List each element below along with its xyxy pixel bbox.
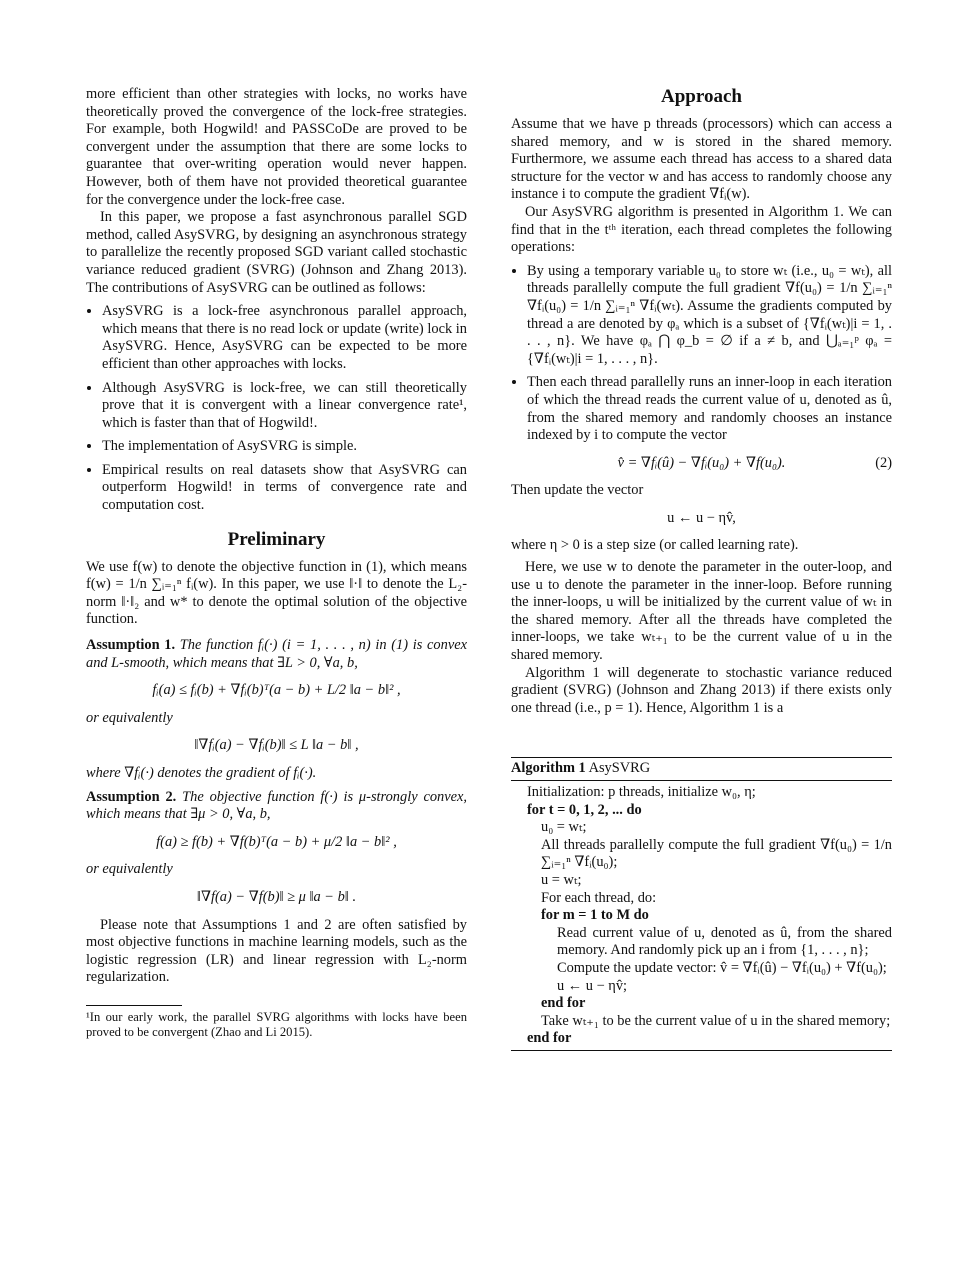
intro-paragraph: more efficient than other strategies with locks, no works have theoretically proved the convergence of the lock-free strategies. For example, both Hogwild! and PASSCoDe are proved to be convergent under the assumption that there are some locks to guarantee that over-writing operation would never happen. However, both of them have not provided theoretical guarantee for the convergence under the lock-free case. xyxy=(86,86,467,208)
or-equivalently-2: or equivalently xyxy=(86,861,173,878)
paper-paragraph: In this paper, we propose a fast asynchronous parallel SGD method, called AsySVRG, by designing an asynchronous strategy to parallelize the recently proposed SGD variant called stochastic variance reduced gradient (SVRG) (Johnson and Zhang 2013). The contributions of AsySVRG can be outlined as follows: xyxy=(86,209,467,296)
footnote-rule xyxy=(86,1005,182,1006)
where-eta-text: where η > 0 is a step size (or called learning rate). xyxy=(511,537,799,554)
algorithm-line: All threads parallelly compute the full gradient ∇f(u₀) = 1/n ∑ᵢ₌₁ⁿ ∇fᵢ(u₀); xyxy=(541,836,892,871)
equation-smooth-alt: ‖∇fᵢ(a) − ∇fᵢ(b)‖ ≤ L ‖a − b‖ , xyxy=(194,737,359,754)
assumption-1 xyxy=(86,637,467,672)
algorithm-line: u = wₜ; xyxy=(541,871,582,888)
left-column xyxy=(86,86,467,1040)
equation-strong-convex-alt: ‖∇f(a) − ∇f(b)‖ ≥ μ ‖a − b‖ . xyxy=(196,888,357,905)
preliminary-paragraph: We use f(w) to denote the objective function in (1), which means f(w) = 1/n ∑ᵢ₌₁ⁿ fᵢ(w). In this paper, we use ‖·‖ to denote the L₂-norm ‖·‖₂ and w* to denote the optimal solution of the objective function. xyxy=(86,558,467,628)
degenerate-paragraph: Algorithm 1 will degenerate to stochastic variance reduced gradient (SVRG) (Johnson and Zhang 2013) if there exists only one thread (i.e., p = 1). Hence, Algorithm 1 is a xyxy=(511,664,892,716)
approach-heading: Approach xyxy=(661,86,742,107)
update-text: Then update the vector xyxy=(511,482,644,499)
where-gradient-text: where ∇fᵢ(·) denotes the gradient of fᵢ(·). xyxy=(86,765,317,781)
footnote-text: ¹In our early work, the parallel SVRG algorithms with locks have been proved to be convergent (Zhao and Li 2015). xyxy=(86,1009,467,1039)
approach-paragraph: Assume that we have p threads (processors) which can access a shared memory, and w is stored in the shared memory. Furthermore, we assume each thread has access to a shared data structure for the vector w and has access to randomly choose any instance i to compute the gradient ∇fᵢ(w). xyxy=(511,116,892,203)
list-item: • By using a temporary variable u₀ to store wₜ (i.e., u₀ = wₜ), all threads parallelly compute the full gradient ∇f(u₀) = 1/n ∑ᵢ₌₁ⁿ ∇fᵢ(u₀) = 1/n ∑ᵢ₌₁ⁿ ∇fᵢ(wₜ). Assume the gradients computed by thread a are denoted by φₐ which is a subset of {∇fᵢ(wₜ)|i = 1, . . . , n}. We have φₐ ⋂ φ_b = ∅ if a ≠ b, and ⋃ₐ₌₁ᵖ φₐ = {∇fᵢ(wₜ)|i = 1, . . . , n}. xyxy=(527,263,892,369)
operations-list xyxy=(511,263,892,445)
equation-strong-convex: f(a) ≥ f(b) + ∇f(b)ᵀ(a − b) + μ/2 ‖a − b‖² , xyxy=(156,833,397,850)
algorithm-number: Algorithm 1 xyxy=(511,760,586,777)
preliminary-heading: Preliminary xyxy=(227,528,326,550)
list-item: • The implementation of AsySVRG is simple. xyxy=(102,438,467,456)
equation-2-body: v̂ = ∇fᵢ(û) − ∇fᵢ(u₀) + ∇f(u₀). xyxy=(617,454,786,471)
assumption-1-text: The function fᵢ(·) (i = 1, . . . , n) in (1) is convex and L-smooth, which means that ∃L > 0, ∀a, b, xyxy=(86,637,467,671)
here-paragraph: Here, we use w to denote the parameter in the outer-loop, and use u to denote the parameter in the inner-loop. Before running the inner-loops, u will be initialized by the current value of wₜ in the shared memory. After all the threads have completed the inner-loops, we take wₜ₊₁ to be the current value of u in the shared memory. xyxy=(511,559,892,664)
algorithm-line: Compute the update vector: v̂ = ∇fᵢ(û) − ∇fᵢ(u₀) + ∇f(u₀); xyxy=(557,959,887,976)
assumption-2-text: The objective function f(·) is μ-strongly convex, which means that ∃μ > 0, ∀a, b, xyxy=(86,788,467,823)
equation-2-number: (2) xyxy=(875,454,892,471)
note-paragraph: Please note that Assumptions 1 and 2 are often satisfied by most objective functions in machine learning models, such as the logistic regression (LR) and linear regression with L₂-norm regularization. xyxy=(86,916,467,986)
algorithm-box xyxy=(511,757,892,1051)
algorithm-line: Read current value of u, denoted as û, from the shared memory. And randomly pick up an i from {1, . . . , n}; xyxy=(557,924,892,959)
algorithm-body xyxy=(511,781,892,1050)
algorithm-line: end for xyxy=(527,1030,572,1047)
equation-update: u ← u − ηv̂, xyxy=(667,509,736,526)
assumption-2-label: Assumption 2. xyxy=(86,788,177,805)
list-item: • AsySVRG is a lock-free asynchronous parallel approach, which means that there is no read lock or update (write) lock in AsySVRG. Hence, AsySVRG can be expected to be more efficient than other approaches with locks. xyxy=(102,303,467,373)
algorithm-title xyxy=(511,758,892,781)
right-column xyxy=(511,86,892,1051)
algorithm-line: Take wₜ₊₁ to be the current value of u in the shared memory; xyxy=(541,1012,891,1029)
equation-2 xyxy=(511,455,892,473)
algorithm-line: u ← u − ηv̂; xyxy=(557,977,628,994)
footnote xyxy=(86,1005,467,1040)
algorithm-line: end for xyxy=(541,995,586,1012)
algorithm-line: u₀ = wₜ; xyxy=(541,819,587,836)
equation-smooth: fᵢ(a) ≤ fᵢ(b) + ∇fᵢ(b)ᵀ(a − b) + L/2 ‖a − b‖² , xyxy=(152,682,401,699)
algorithm-line: for m = 1 to M do xyxy=(541,907,649,924)
list-item: • Then each thread parallelly runs an inner-loop in each iteration of which the thread reads the current value of u, denoted as û, from the shared memory and randomly chooses an instance indexed by i to compute the vector xyxy=(527,374,892,444)
list-item: • Empirical results on real datasets show that AsySVRG can outperform Hogwild! in terms of convergence rate and computation cost. xyxy=(102,462,467,515)
or-equivalently-1: or equivalently xyxy=(86,709,173,726)
algorithm-line: Initialization: p threads, initialize w₀, η; xyxy=(527,784,756,800)
list-item: • Although AsySVRG is lock-free, we can still theoretically prove that it is convergent with a linear convergence rate¹, which is faster than that of Hogwild!. xyxy=(102,380,467,433)
algorithm-line: For each thread, do: xyxy=(541,889,657,906)
contributions-list xyxy=(86,303,467,515)
assumption-1-label: Assumption 1. xyxy=(86,637,176,654)
algorithm-intro-paragraph: Our AsySVRG algorithm is presented in Algorithm 1. We can find that in the tᵗʰ iteration, each thread completes the following operations: xyxy=(511,203,892,256)
algorithm-name: AsySVRG xyxy=(588,760,651,777)
algorithm-line: for t = 0, 1, 2, ... do xyxy=(527,801,642,818)
assumption-2 xyxy=(86,789,467,824)
